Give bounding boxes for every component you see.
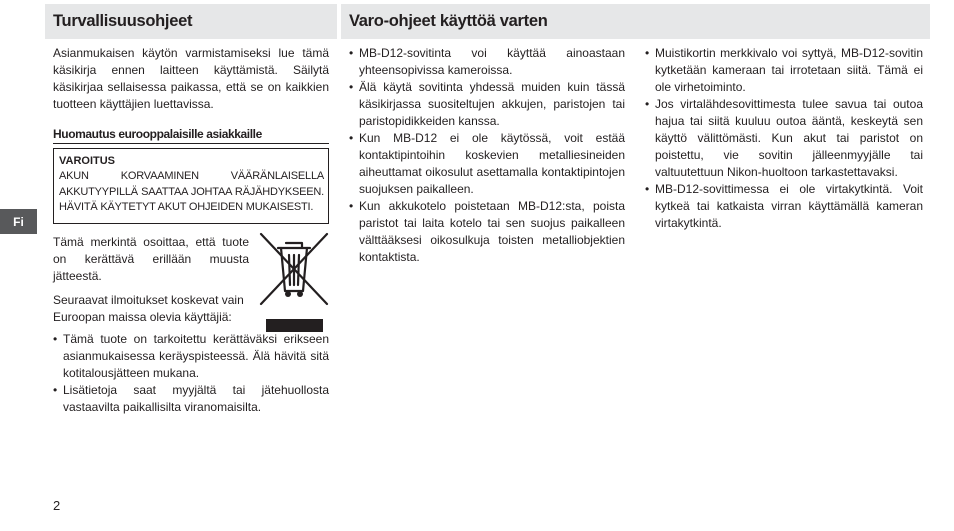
intro-paragraph: Asianmukaisen käytön varmistamiseksi lue tämä käsikirja ennen laitteen käyttämistä. Säilytä käsikirjaa sellaisessa paikassa, että se on kaikkien tuotteen käyttäjien luettavissa. [53,46,329,111]
precautions-list-middle [349,45,625,266]
list-item: • Kun akkukotelo poistetaan MB-D12:sta, poista paristot tai laita kotelo tai sen suojus paikalleen välttääksesi oikosulkuja toisten metalliobjektien kontaktista. [349,198,625,266]
list-item: • MB-D12-sovitinta voi käyttää ainoastaan yhteensopivissa kameroissa. [349,45,625,79]
list-item: • MB-D12-sovittimessa ei ole virtakytkintä. Voit kytkeä tai katkaista virran käyttämällä kameran virtakytkintä. [645,181,923,232]
warning-box [53,148,329,224]
precautions-list-right [645,45,923,232]
section-title-precautions: Varo-ohjeet käyttöä varten [349,12,548,30]
language-tab [0,209,37,234]
applies-paragraph: Seuraavat ilmoitukset koskevat vain Euroopan maissa olevia käyttäjiä: [53,293,244,324]
weee-paragraph: Tämä merkintä osoittaa, että tuote on kerättävä erillään muusta jätteestä. [53,235,249,283]
list-item: • Lisätietoja saat myyjältä tai jätehuollosta vastaavilta paikallisilta viranomaisilta. [53,382,329,416]
section-title-safety: Turvallisuusohjeet [53,12,193,30]
disposal-bullet-list [53,331,329,416]
page-number: 2 [53,498,61,513]
warning-label: VAROITUS [59,155,116,167]
list-item: • Tämä tuote on tarkoitettu kerättäväksi erikseen asianmukaisessa keräyspisteessä. Älä hävitä sitä kotitalousjätteen mukana. [53,331,329,382]
warning-text: AKUN KORVAAMINEN VÄÄRÄNLAISELLA AKKUTYYPILLÄ SAATTAA JOHTAA RÄJÄHDYKSEEN. HÄVITÄ KÄYTETYT AKUT OHJEIDEN MUKAISESTI. [59,170,324,213]
crossed-out-wheelie-bin-icon [258,231,330,309]
list-item: • Kun MB-D12 ei ole käytössä, voit estää kontaktipintoihin koskevien metalliesineiden aiheuttamat oikosulut asettamalla kontaktipintojen suojuksen paikalleen. [349,130,625,198]
section-header-precautions [341,4,930,39]
list-item: • Jos virtalähdesovittimesta tulee savua tai outoa hajua tai siitä kuuluu outoa ääntä, keskeytä sen käyttö välittömästi. Kun akut tai paristot on poistettu, vie sovitin jälleenmyyjälle tai valtuutettuun Nikon-huoltoon tarkastettavaksi. [645,96,923,181]
notice-title: Huomautus eurooppalaisille asiakkaille [53,127,329,144]
list-item: • Älä käytä sovitinta yhdessä muiden kuin tässä käsikirjassa suositeltujen akkujen, paristojen tai paristopidikkeiden kanssa. [349,79,625,130]
language-tab-label: Fi [13,214,24,229]
list-item: • Muistikortin merkkivalo voi syttyä, MB-D12-sovitin kytketään kameraan tai irrotetaan siitä. Tämä ei ole virhetoiminto. [645,45,923,96]
section-header-safety [45,4,337,39]
